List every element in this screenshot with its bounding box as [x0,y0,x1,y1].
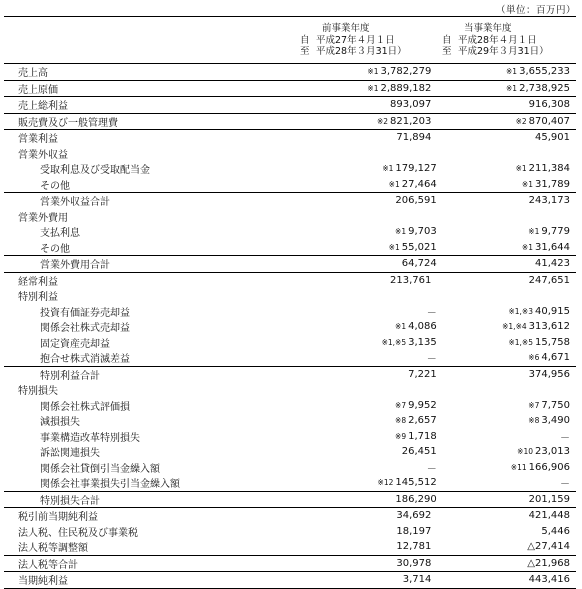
row-label: 税引前当期純利益 [18,512,98,524]
row-label: 法人税等合計 [18,559,78,571]
prev-value-cell [309,195,442,206]
curr-note: ※1 [506,67,518,77]
table-row [4,524,576,540]
prev-value: 1,718 [408,430,437,442]
prev-value-cell [299,384,438,395]
curr-note: ※10 [517,447,533,457]
prev-value-cell [309,400,442,411]
row-label: 販売費及び一般管理費 [18,117,118,129]
table-row [4,288,576,304]
prev-period-to-label: 至 [300,46,310,57]
curr-value-cell [443,429,576,444]
prev-value-cell [309,477,442,488]
table-row [4,96,576,113]
row-label: 事業構造改革特別損失 [40,432,140,444]
prev-value: 34,692 [396,510,432,522]
prev-note: ※8 [395,416,407,426]
row-label: 支払利息 [40,228,80,240]
row-label: 売上総利益 [18,101,68,113]
header-prev-period [292,17,434,63]
table-row [4,146,576,162]
prev-value: 893,097 [390,99,432,111]
curr-value-cell [437,132,576,143]
row-label: 売上高 [18,68,48,80]
curr-value: 166,906 [528,461,570,473]
prev-value-cell [309,446,442,457]
curr-value: 3,655,233 [519,66,570,78]
row-label: 特別損失 [18,386,58,398]
curr-value-cell [443,306,576,317]
header-curr-period [434,17,576,63]
curr-value-cell [437,83,576,94]
table-row [4,350,576,366]
curr-value-cell [443,494,576,505]
prev-value-cell [309,321,442,332]
curr-value: 23,013 [534,446,570,458]
prev-value-cell [309,494,442,505]
curr-value-cell [437,275,576,286]
prev-value-cell [309,369,442,380]
curr-note: ※1 [521,179,533,189]
table-row [4,129,576,146]
curr-note: ※1 [528,227,540,237]
row-label: 特別損失合計 [40,495,100,507]
prev-note: ※1 [395,322,407,332]
table-row [4,224,576,240]
table-row [4,335,576,351]
curr-value: 5,446 [541,525,570,537]
curr-value-cell [443,369,576,380]
curr-value-cell [443,446,576,457]
prev-value-cell [299,290,438,301]
curr-value: 31,789 [534,178,570,190]
curr-value: △27,414 [527,541,570,553]
curr-note: ※1,※5 [508,337,533,347]
curr-value-cell [443,258,576,269]
curr-value-cell [437,574,576,585]
curr-value: 3,490 [541,415,570,427]
prev-value: 4,086 [408,321,437,333]
table-row [4,64,576,80]
curr-note: ※8 [528,416,540,426]
curr-value-cell [443,337,576,348]
unit-label: （単位：百万円） [495,5,576,16]
prev-value: 18,197 [396,525,432,537]
curr-value: 313,612 [528,321,570,333]
table-row [4,413,576,429]
prev-value: 186,290 [395,493,437,505]
table-row [4,382,576,398]
prev-value: 3,135 [408,336,437,348]
row-label: 減損損失 [40,417,80,429]
curr-value: 9,779 [541,226,570,238]
prev-value: 2,657 [408,415,437,427]
curr-period-from: 平成28年４月１日 [458,35,537,46]
prev-value-cell [309,242,442,253]
table-row [4,444,576,460]
row-label: その他 [40,243,70,255]
prev-note: ※1,※5 [381,337,407,347]
curr-value-cell [437,211,576,222]
table-row [4,429,576,445]
curr-value: － [559,432,570,444]
table-row [4,177,576,193]
prev-value-cell [299,211,438,222]
row-label: 当期純利益 [18,576,68,588]
prev-value: 55,021 [401,241,437,253]
curr-value: 4,671 [541,352,570,364]
prev-value-cell [299,275,438,286]
curr-note: ※6 [528,353,540,363]
curr-note: ※2 [515,116,527,126]
prev-value: 26,451 [401,446,437,458]
prev-value-cell [309,226,442,237]
curr-value-cell [443,226,576,237]
curr-value: 247,651 [528,274,570,286]
curr-value: － [559,479,570,491]
row-label: 営業利益 [18,134,58,146]
prev-value: 206,591 [395,195,437,207]
table-row [4,192,576,209]
prev-value-cell [299,148,438,159]
curr-value-cell [437,558,576,569]
prev-value-cell [299,99,438,110]
curr-note: ※7 [528,400,540,410]
table-row [4,209,576,225]
row-label: 関係会社事業損失引当金繰入額 [40,479,180,491]
curr-value: 2,738,925 [519,82,570,94]
curr-note: ※1,※3 [508,306,533,316]
prev-note: ※12 [377,478,394,488]
table-row [4,80,576,97]
prev-value-cell [309,304,442,319]
row-label: 投資有価証券売却益 [40,307,130,319]
curr-value-cell [443,415,576,426]
prev-value-cell [309,415,442,426]
prev-value-cell [299,558,438,569]
curr-value: 7,750 [541,399,570,411]
table-body [4,64,576,588]
curr-value-cell [443,179,576,190]
curr-period-to: 平成29年３月31日） [458,46,549,57]
table-row [4,539,576,555]
header-label-column [4,17,292,63]
curr-note: ※1 [506,83,518,93]
table-row [4,555,576,572]
curr-value: 31,644 [534,241,570,253]
prev-value: 821,203 [390,115,432,127]
prev-note: ※1 [388,179,400,189]
prev-value-cell [299,541,438,552]
prev-value-cell [309,431,442,442]
prev-note: ※1 [367,83,379,93]
curr-value: 374,956 [528,368,570,380]
curr-value-cell [443,321,576,332]
prev-value: 3,714 [402,574,432,586]
table-row [4,319,576,335]
curr-value: 870,407 [528,115,570,127]
row-label: 営業外費用合計 [40,260,110,272]
row-label: 法人税等調整額 [18,543,88,555]
prev-value: － [426,354,437,366]
table-header [4,17,576,64]
curr-value-cell [437,541,576,552]
prev-value-cell [309,350,442,365]
prev-value: 71,894 [396,132,432,144]
prev-value-cell [299,526,438,537]
prev-value: － [426,463,437,475]
table-row [4,255,576,272]
curr-value: 243,173 [528,195,570,207]
table-row [4,240,576,256]
row-label: 営業外収益 [18,149,68,161]
prev-value: 27,464 [401,178,437,190]
row-label: 固定資産売却益 [40,338,110,350]
curr-value: 41,423 [534,258,570,270]
curr-value-cell [437,526,576,537]
row-label: 営業外費用 [18,212,68,224]
row-label: 関係会社株式評価損 [40,401,130,413]
row-label: 営業外収益合計 [40,197,110,209]
prev-period-title: 前事業年度 [322,23,370,34]
curr-value-cell [443,163,576,174]
curr-value: 443,416 [528,574,570,586]
curr-value: 201,159 [528,493,570,505]
row-label: その他 [40,180,70,192]
curr-value-cell [443,242,576,253]
row-label: 訴訟関連損失 [40,448,100,460]
prev-note: ※1 [382,164,394,174]
prev-period-from: 平成27年４月１日 [316,35,395,46]
prev-value: 2,889,182 [380,82,432,94]
prev-value-cell [299,574,438,585]
prev-note: ※1 [367,67,379,77]
curr-value: 916,308 [528,99,570,111]
row-label: 特別利益 [18,292,58,304]
curr-note: ※1 [515,164,527,174]
prev-value-cell [299,132,438,143]
curr-value-cell [443,462,576,473]
curr-value-cell [437,384,576,395]
table-row [4,571,576,588]
prev-value-cell [309,163,442,174]
curr-period-from-label: 自 [442,35,452,46]
curr-value-cell [437,290,576,301]
table-row [4,161,576,177]
curr-value-cell [443,195,576,206]
curr-value-cell [437,148,576,159]
prev-value: 179,127 [395,163,437,175]
curr-value-cell [437,66,576,77]
curr-period-to-label: 至 [442,46,452,57]
curr-note: ※11 [510,462,527,472]
table-row [4,507,576,524]
prev-value-cell [309,337,442,348]
prev-period-to: 平成28年３月31日） [316,46,407,57]
table-row [4,475,576,491]
table-row [4,366,576,383]
prev-value-cell [299,510,438,521]
prev-period-from-label: 自 [300,35,310,46]
prev-value: 213,761 [390,274,432,286]
curr-note: ※1,※4 [502,322,527,332]
prev-value: 7,221 [408,368,437,380]
curr-value: 421,448 [528,510,570,522]
curr-value-cell [443,400,576,411]
curr-value-cell [437,116,576,127]
prev-note: ※7 [395,400,407,410]
curr-value-cell [437,99,576,110]
row-label: 特別利益合計 [40,370,100,382]
curr-value: 40,915 [534,305,570,317]
prev-value: 9,952 [408,399,437,411]
prev-value-cell [299,83,438,94]
curr-value: △21,968 [527,557,570,569]
prev-value-cell [309,258,442,269]
prev-value: 9,703 [408,226,437,238]
curr-value-cell [443,352,576,363]
curr-value: 15,758 [534,336,570,348]
prev-value: 3,782,279 [380,66,432,78]
prev-value: 12,781 [396,541,432,553]
prev-value-cell [299,66,438,77]
prev-value: 145,512 [395,477,437,489]
curr-period-title: 当事業年度 [464,23,512,34]
row-label: 関係会社株式売却益 [40,323,130,335]
prev-note: ※1 [388,242,400,252]
prev-note: ※9 [395,431,407,441]
row-label: 受取利息及び受取配当金 [40,165,150,177]
table-row [4,304,576,320]
prev-note: ※2 [376,116,389,126]
curr-value-cell [443,475,576,490]
table-row [4,113,576,130]
row-label: 抱合せ株式消滅差益 [40,354,130,366]
table-row [4,272,576,289]
prev-value-cell [309,179,442,190]
row-label: 法人税、住民税及び事業税 [18,527,138,539]
curr-note: ※1 [521,242,533,252]
prev-value: 64,724 [401,258,437,270]
prev-value: 30,978 [396,557,432,569]
row-label: 売上原価 [18,84,58,96]
prev-value-cell [299,116,438,127]
row-label: 経常利益 [18,276,58,288]
prev-note: ※1 [395,227,407,237]
prev-value: － [426,307,437,319]
curr-value: 45,901 [534,132,570,144]
table-row [4,491,576,508]
row-label: 関係会社貸倒引当金繰入額 [40,463,160,475]
table-row [4,460,576,476]
prev-value-cell [309,460,442,475]
curr-value: 211,384 [528,163,570,175]
table-row [4,398,576,414]
curr-value-cell [437,510,576,521]
income-statement-table [4,16,576,589]
